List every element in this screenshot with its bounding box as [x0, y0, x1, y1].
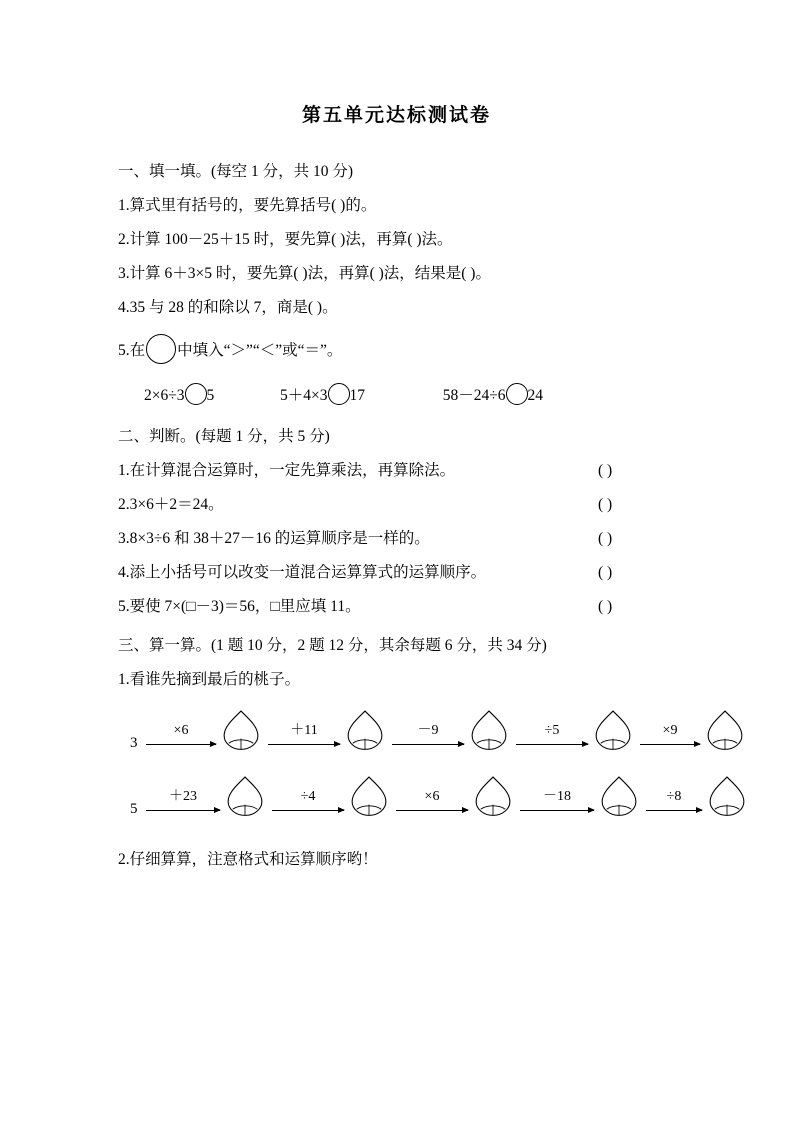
- comparison-circle-icon: [146, 334, 176, 364]
- comparison-2-right: 17: [349, 386, 365, 404]
- arrow-icon-1-4: [516, 744, 588, 745]
- compare-circle-icon-3[interactable]: [506, 383, 528, 405]
- judge-item-3: [118, 531, 678, 547]
- arrow-icon-2-1: [146, 810, 220, 811]
- judge-item-4-text: 4.添上小括号可以改变一道混合运算算式的运算顺序。: [118, 563, 487, 581]
- judge-item-5: [118, 599, 678, 615]
- comparison-3-right: 24: [527, 386, 544, 404]
- peach-chain-diagram: [130, 706, 682, 830]
- arrow-icon-2-3: [396, 810, 468, 811]
- compare-circle-icon-1[interactable]: [185, 383, 207, 405]
- comparison-2: [280, 383, 365, 405]
- section-2-heading: 二、判断。(每题 1 分，共 5 分): [118, 427, 330, 445]
- comparison-2-left: 5＋4×3: [280, 386, 328, 404]
- judge-item-5-text: 5.要使 7×(□－3)＝56，□里应填 11。: [118, 597, 361, 615]
- section-1-heading: 一、填一填。(每空 1 分，共 10 分): [118, 163, 354, 180]
- judge-item-1-box[interactable]: ( ): [598, 461, 613, 479]
- chain2-op-5: ÷8: [666, 789, 682, 804]
- arrow-icon-2-2: [272, 810, 344, 811]
- chain1-op-5: ×9: [662, 723, 678, 738]
- calc-item-2: 2.仔细算算，注意格式和运算顺序哟！: [118, 851, 378, 868]
- peach-chain-row-2: [130, 772, 682, 830]
- comparison-1-right: 5: [206, 386, 215, 404]
- judge-item-1-text: 1.在计算混合运算时，一定先算乘法，再算除法。: [118, 461, 456, 479]
- judge-item-2: [118, 497, 678, 513]
- peach-icon-1-4: [590, 708, 636, 754]
- fill-item-5-prefix: 5.在: [118, 342, 146, 359]
- chain1-op-4: ÷5: [544, 723, 560, 738]
- peach-icon-2-2: [346, 774, 392, 820]
- chain2-op-3: ×6: [424, 789, 440, 804]
- peach-icon-2-1: [222, 774, 268, 820]
- judge-item-3-text: 3.8×3÷6 和 38＋27－16 的运算顺序是一样的。: [118, 529, 430, 547]
- comparison-row: [144, 383, 678, 405]
- judge-item-4-box[interactable]: ( ): [598, 563, 613, 581]
- peach-icon-1-2: [342, 708, 388, 754]
- judge-item-2-text: 2.3×6＋2＝24。: [118, 495, 224, 513]
- peach-icon-2-3: [470, 774, 516, 820]
- peach-icon-2-4: [596, 774, 642, 820]
- peach-icon-1-5: [702, 708, 748, 754]
- chain1-op-1: ×6: [173, 723, 189, 738]
- chain2-op-2: ÷4: [300, 789, 316, 804]
- arrow-icon-1-3: [392, 744, 464, 745]
- judge-item-2-box[interactable]: ( ): [598, 495, 613, 513]
- calc-item-1: 1.看谁先摘到最后的桃子。: [118, 671, 301, 688]
- fill-item-3: 3.计算 6＋3×5 时，要先算( )法，再算( )法，结果是( )。: [118, 265, 491, 282]
- fill-item-1: 1.算式里有括号的，要先算括号( )的。: [118, 197, 377, 214]
- compare-circle-icon-2[interactable]: [328, 383, 350, 405]
- comparison-3-left: 58－24÷6: [442, 386, 506, 404]
- chain2-start-number: 5: [130, 801, 138, 817]
- judge-item-3-box[interactable]: ( ): [598, 529, 613, 547]
- chain2-op-4: －18: [543, 789, 571, 804]
- section-3-heading: 三、算一算。(1 题 10 分，2 题 12 分，其余每题 6 分，共 34 分): [118, 637, 547, 654]
- comparison-3: [443, 383, 543, 405]
- chain1-op-2: ＋11: [290, 723, 318, 738]
- peach-icon-1-3: [466, 708, 512, 754]
- comparison-1-left: 2×6÷3: [144, 386, 185, 404]
- chain2-op-1: ＋23: [169, 789, 197, 804]
- comparison-1: [144, 383, 214, 405]
- peach-icon-2-5: [704, 774, 750, 820]
- arrow-icon-2-4: [520, 810, 594, 811]
- document-body: [118, 163, 682, 886]
- arrow-icon-1-1: [146, 744, 216, 745]
- page-title: 第五单元达标测试卷: [301, 105, 491, 126]
- fill-item-5-suffix: 中填入“＞”“＜”或“＝”。: [177, 342, 343, 359]
- judge-item-5-box[interactable]: ( ): [598, 597, 613, 615]
- chain1-op-3: －9: [417, 723, 439, 738]
- fill-item-4: 4.35 与 28 的和除以 7，商是( )。: [118, 299, 338, 316]
- arrow-icon-1-5: [640, 744, 700, 745]
- arrow-icon-1-2: [268, 744, 340, 745]
- judge-item-4: [118, 565, 678, 581]
- peach-chain-row-1: [130, 706, 678, 764]
- judge-item-1: [118, 463, 678, 479]
- peach-icon-1-1: [218, 708, 264, 754]
- fill-item-2: 2.计算 100－25＋15 时，要先算( )法，再算( )法。: [118, 231, 453, 248]
- fill-item-5: [118, 334, 678, 364]
- arrow-icon-2-5: [646, 810, 702, 811]
- chain1-start-number: 3: [130, 735, 138, 751]
